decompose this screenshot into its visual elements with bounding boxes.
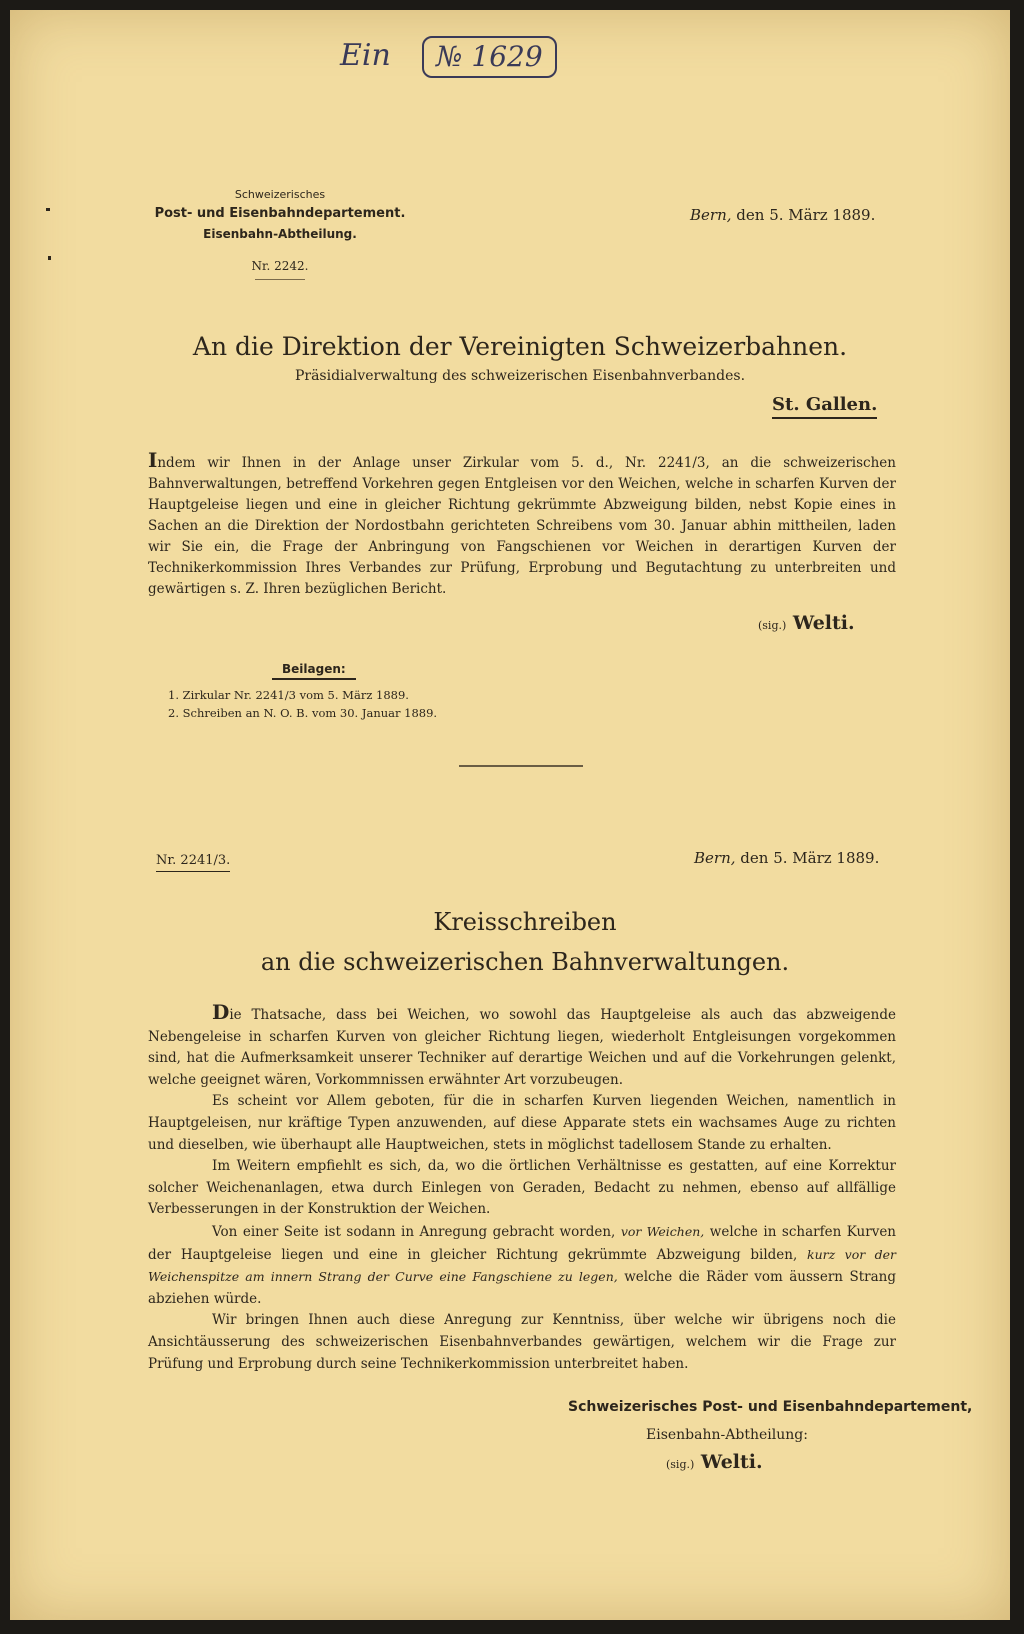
letter-signature <box>758 612 855 634</box>
letter-date <box>690 206 875 224</box>
signature-prefix: (sig.) <box>666 1458 695 1471</box>
circular-dropcap: D <box>212 1000 230 1024</box>
signature-prefix: (sig.) <box>758 619 787 632</box>
emphasis-text: vor Weichen, <box>620 1223 705 1239</box>
issuer-small: Schweizerisches <box>234 188 326 201</box>
reference-number: Nr. 2242. <box>251 259 309 273</box>
circular-body <box>148 1002 896 1375</box>
circular-paragraph: Wir bringen Ihnen auch diese Anregung zur Kenntniss, über welche wir übrigens noch die Ansichtäusserung des schweizerischen Eisenbahnverbandes gewärtigen, welchem wir die Frage zur Prüfung und Erprobung durch seine Technikerkommission unterbreitet haben. <box>148 1312 896 1372</box>
circular-title: Kreisschreiben <box>433 908 617 936</box>
letterhead <box>150 188 410 280</box>
signature-name: Welti. <box>792 612 855 634</box>
circular-paragraph: Es scheint vor Allem geboten, für die in scharfen Kurven liegenden Weichen, namentlich in Hauptgeleisen, nur kräftige Typen anzuwenden, auf diese Apparate stets ein wachsames Auge zu richten und dieselben, wie überhaupt alle Hauptweichen, stets in möglichst tadellosem Stande zu erhalten. <box>148 1093 896 1153</box>
addressee: An die Direktion der Vereinigten Schweizerbahnen. <box>192 332 848 361</box>
divider <box>255 279 305 280</box>
paragraph-text: welche in scharfen Kurven der Hauptgeleise liegen und eine in gleicher Richtung gekrümmte Abzweigung bilden, <box>148 1223 897 1263</box>
issuer-department: Post- und Eisenbahndepartement. <box>154 206 406 221</box>
enclosure-item: 1. Zirkular Nr. 2241/3 vom 5. März 1889. <box>168 688 409 702</box>
emphasis-text: kurz vor der Weichenspitze am innern Strang der Curve eine Fangschiene zu legen, <box>148 1246 896 1285</box>
circular-subtitle: an die schweizerischen Bahnverwaltungen. <box>260 948 790 976</box>
circular-sign-department: Schweizerisches Post- und Eisenbahndepartement, <box>568 1399 973 1415</box>
addressee-city: St. Gallen. <box>772 394 877 419</box>
registry-stamp <box>332 30 558 80</box>
circular-reference: Nr. 2241/3. <box>156 853 230 872</box>
document-page <box>10 10 1010 1620</box>
signature-name: Welti. <box>700 1451 763 1473</box>
section-divider <box>459 765 583 767</box>
circular-sign-section: Eisenbahn-Abtheilung: <box>646 1427 808 1443</box>
circular-paragraph: Im Weitern empfiehlt es sich, da, wo die örtlichen Verhältnisse es gestatten, auf eine Korrektur solcher Weichenanlagen, etwa durch Einlegen von Geraden, Bedacht zu nehmen, ebenso auf allfällige Verbesserungen in der Konstruktion der Weichen. <box>148 1158 896 1218</box>
enclosures-list <box>168 686 437 722</box>
margin-mark <box>46 208 50 211</box>
circular-place: Bern, <box>694 849 736 867</box>
paragraph-text: Von einer Seite ist sodann in Anregung gebracht worden, <box>212 1223 616 1240</box>
circular-paragraph <box>148 1221 896 1310</box>
paragraph-text: welche die Räder vom äussern Strang abziehen würde. <box>148 1269 896 1307</box>
margin-mark <box>48 256 51 260</box>
circular-date-text: den 5. März 1889. <box>740 849 880 867</box>
letter-dropcap: I <box>148 448 158 472</box>
letter-body <box>148 450 896 600</box>
letter-body-text: ndem wir Ihnen in der Anlage unser Zirkular vom 5. d., Nr. 2241/3, an die schweizerischen Bahnverwaltungen, betreffend Vorkehren gegen Entgleisen vor den Weichen, welche in scharfen Kurven der Hauptgeleise liegen und eine in gleicher Richtung gekrümmte Abzweigung bilden, nebst Kopie eines in Sachen an die Direktion der Nordostbahn gerichteten Schreibens vom 30. Januar abhin mittheilen, laden wir Sie ein, die Frage der Anbringung von Fangschienen vor Weichen in derartigen Kurven der Technikerkommission Ihres Verbandes zur Prüfung, Erprobung und Begutachtung zu unterbreiten und gewärtigen s. Z. Ihren bezüglichen Bericht. <box>148 455 896 597</box>
paragraph-text: ie Thatsache, dass bei Weichen, wo sowohl das Hauptgeleise als auch das abzweigende Nebengeleise in scharfen Kurven von gleicher Richtung liegen, wiederholt Entgleisungen vorgekommen sind, hat die Aufmerksamkeit unserer Techniker auf derartige Weichen und auf die Vorkehrungen gelenkt, welche geeignet wären, Vorkommnissen erwähnter Art vorzubeugen. <box>148 1007 896 1088</box>
circular-paragraph <box>148 1002 896 1091</box>
handwritten-note: Ein <box>340 38 391 73</box>
circular-date <box>694 849 879 867</box>
letter-date-text: den 5. März 1889. <box>736 206 876 224</box>
circular-signature <box>666 1451 763 1473</box>
addressee-sub: Präsidialverwaltung des schweizerischen Eisenbahnverbandes. <box>294 368 746 384</box>
letter-place: Bern, <box>690 206 732 224</box>
issuer-section: Eisenbahn-Abtheilung. <box>203 227 357 241</box>
enclosures-title: Beilagen: <box>272 662 356 680</box>
enclosure-item: 2. Schreiben an N. O. B. vom 30. Januar 1889. <box>168 706 438 720</box>
registry-number: № 1629 <box>422 36 557 78</box>
